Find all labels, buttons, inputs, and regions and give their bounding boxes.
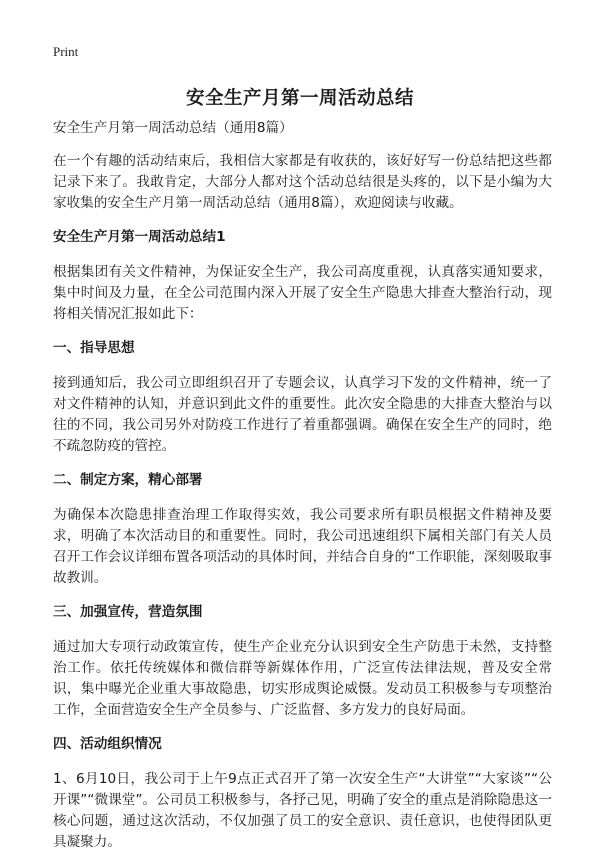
section-heading: 安全生产月第一周活动总结1 xyxy=(53,229,226,245)
document-subtitle: 安全生产月第一周活动总结（通用8篇） xyxy=(53,120,293,136)
part-4-body: 1、6月10日，我公司于上午9点正式召开了第一次安全生产“大讲堂”“大家谈”“公开课”“微课堂”。公司员工积极参与，各抒己见，明确了安全的重点是消除隐患这一核心问题，通过这次活动，不仅加强了员工的安全意识、责任意识，也使得团队更具凝聚力。 xyxy=(53,771,552,850)
part-3-heading: 三、加强宣传，营造氛围 xyxy=(53,604,203,620)
part-2-heading: 二、制定方案，精心部署 xyxy=(53,472,203,488)
part-1-body: 接到通知后，我公司立即组织召开了专题会议，认真学习下发的文件精神，统一了对文件精神的认知，并意识到此文件的重要性。此次安全隐患的大排查大整治与以往的不同，我公司另外对防疫工作进行了着重都强调。确保在安全生产的同时，绝不疏忽防疫的管控。 xyxy=(53,375,552,454)
part-3-body: 通过加大专项行动政策宣传，使生产企业充分认识到安全生产防患于未然，支持整治工作。依托传统媒体和微信群等新媒体作用，广泛宣传法律法规，普及安全常识，集中曝光企业重大事故隐患，切实形成舆论威慑。发动员工积极参与专项整治工作，全面营造安全生产全员参与、广泛监督、多方发力的良好局面。 xyxy=(53,639,552,718)
intro-paragraph: 在一个有趣的活动结束后，我相信大家都是有收获的，该好好写一份总结把这些都记录下来了。我敢肯定，大部分人都对这个活动总结很是头疼的，以下是小编为大家收集的安全生产月第一周活动总结（通用8篇），欢迎阅读与收藏。 xyxy=(53,153,552,211)
print-label[interactable]: Print xyxy=(53,44,79,59)
part-1-heading: 一、指导思想 xyxy=(53,340,135,356)
part-2-body: 为确保本次隐患排查治理工作取得实效，我公司要求所有职员根据文件精神及要求，明确了本次活动目的和重要性。同时，我公司迅速组织下属相关部门有关人员召开工作会议详细布置各项活动的具体时间，并结合自身的“工作职能，深刻吸取事故教训。 xyxy=(53,507,552,586)
document-body xyxy=(53,118,552,866)
page-title: 安全生产月第一周活动总结 xyxy=(185,88,414,109)
section-intro-paragraph: 根据集团有关文件精神，为保证安全生产，我公司高度重视，认真落实通知要求，集中时间及力量，在全公司范围内深入开展了安全生产隐患大排查大整治行动，现将相关情况汇报如此下： xyxy=(53,264,552,322)
part-4-heading: 四、活动组织情况 xyxy=(53,736,162,752)
